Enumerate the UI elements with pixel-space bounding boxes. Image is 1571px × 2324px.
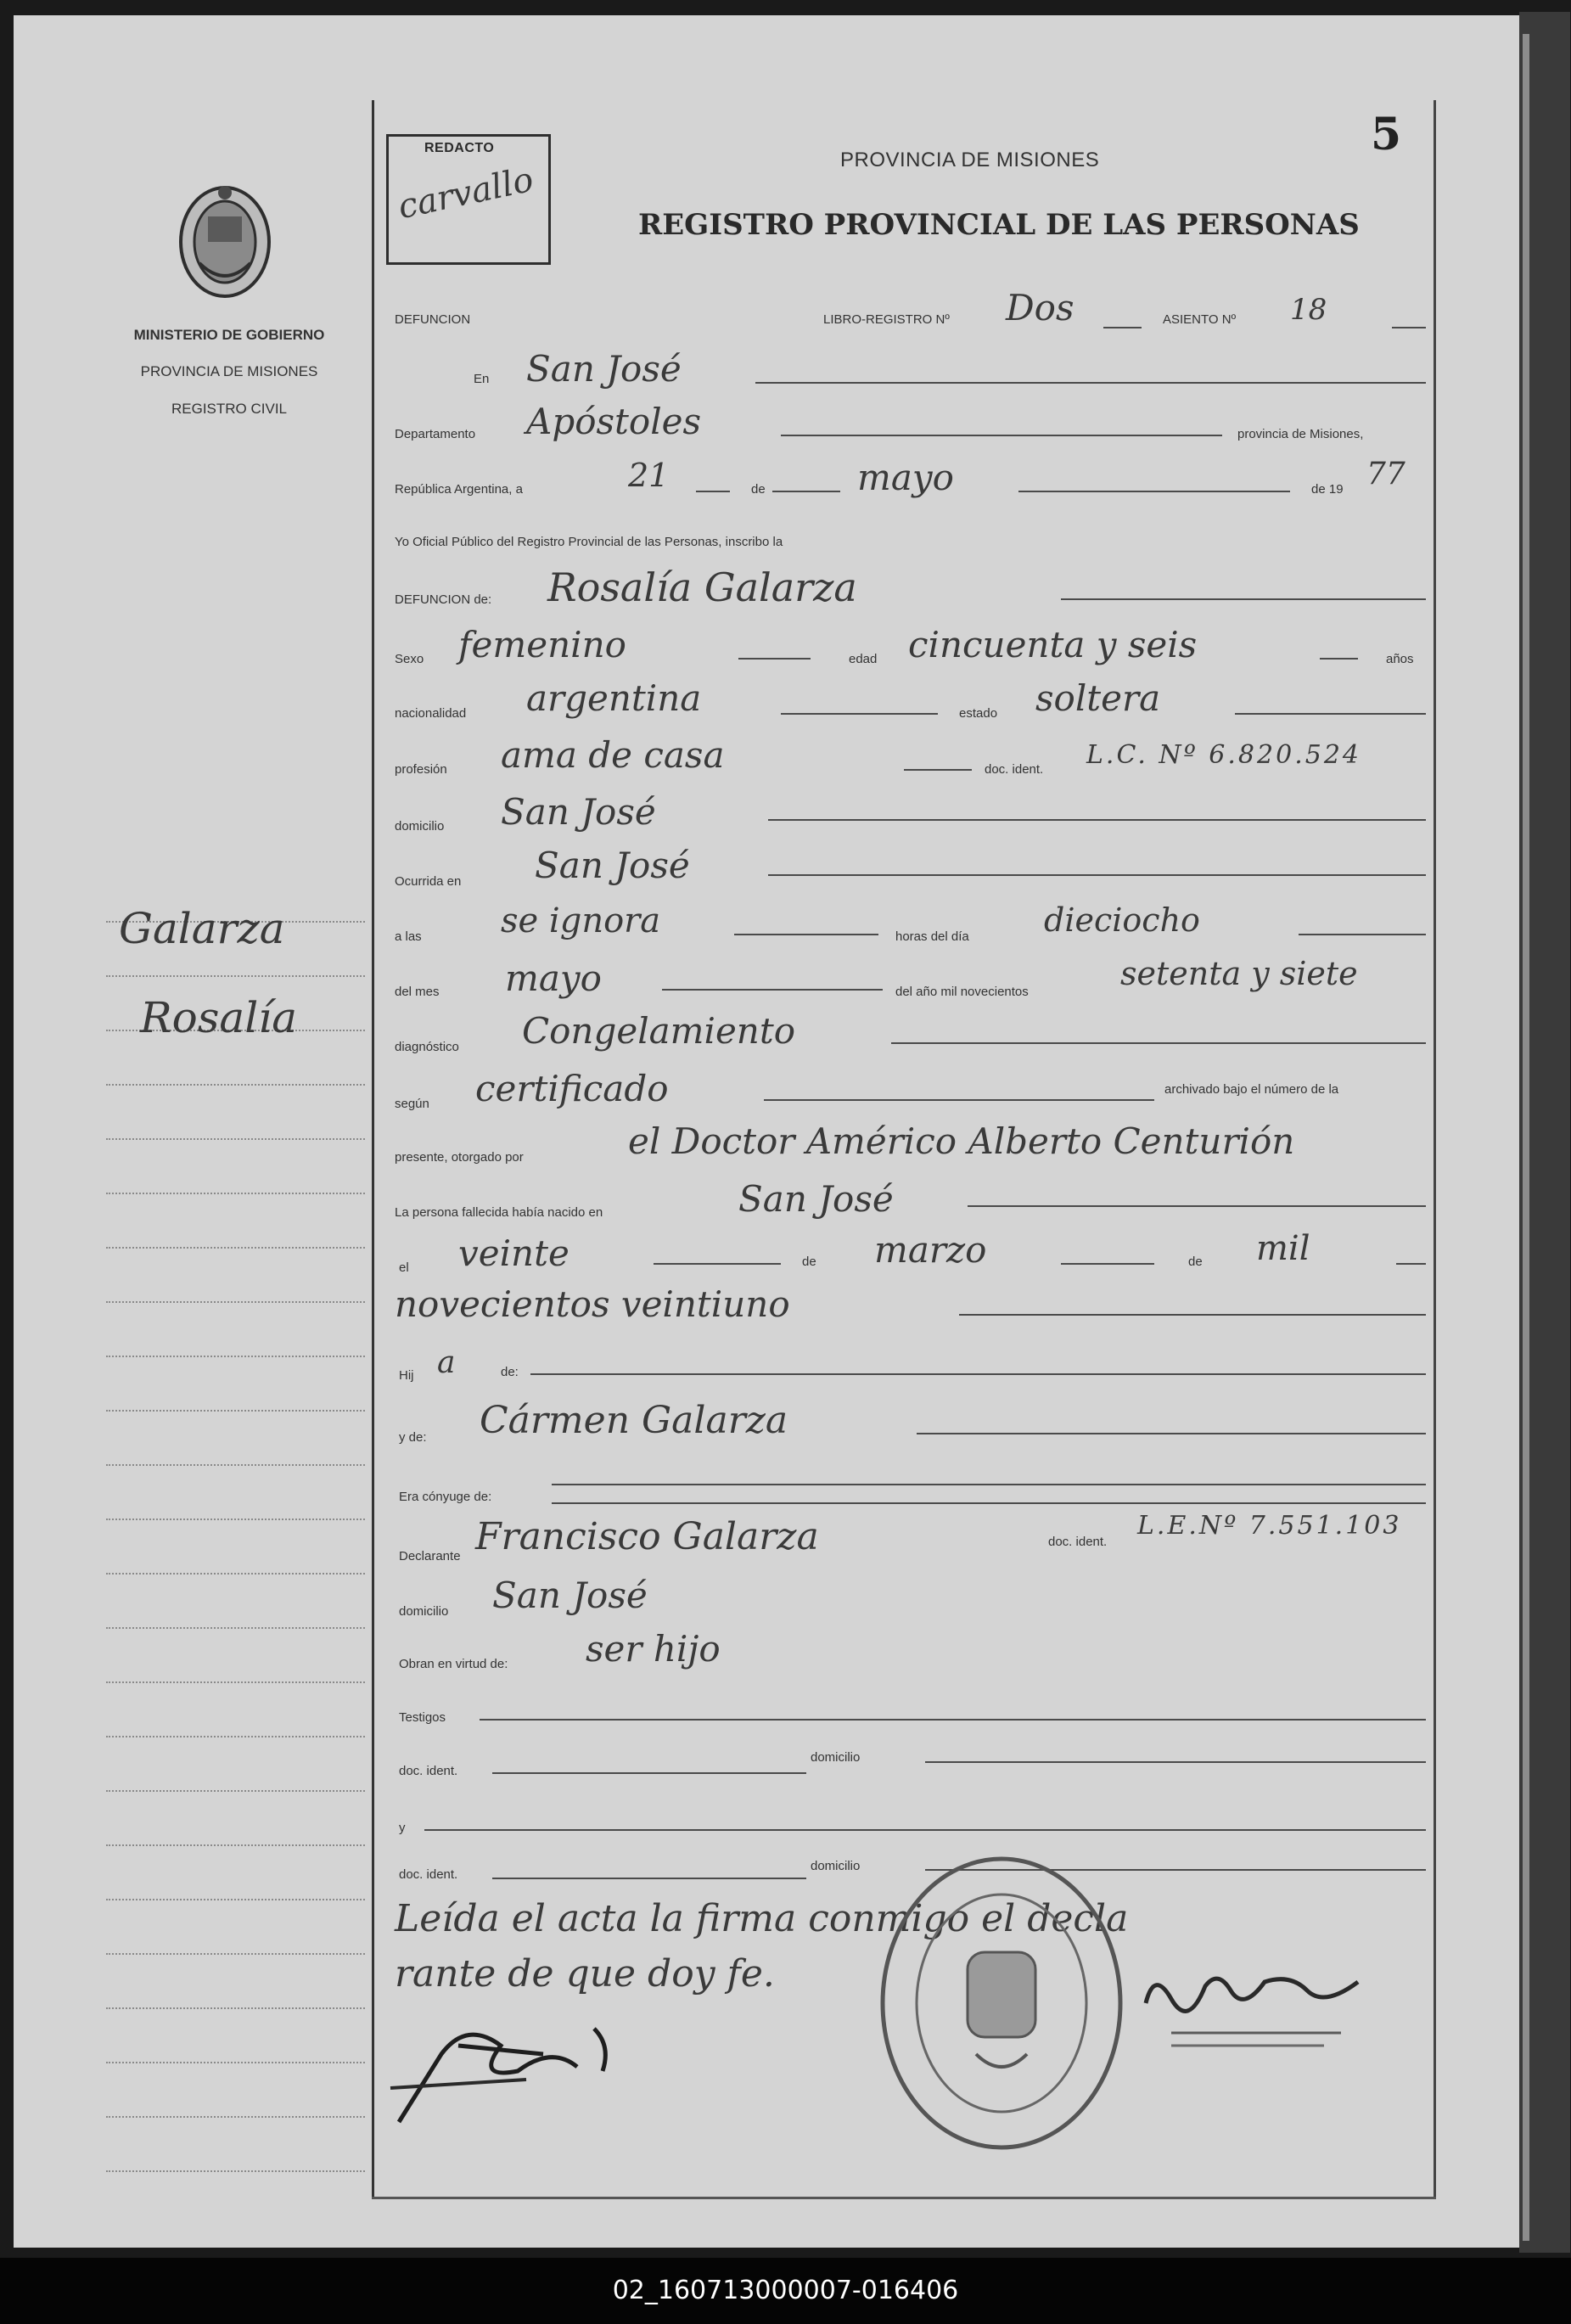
header-province: PROVINCIA DE MISIONES [840,149,1100,171]
witness-address-line [925,1761,1426,1763]
entry-label: ASIENTO Nº [1163,312,1237,327]
child-label: Hij [399,1368,414,1383]
child-of-label: de: [501,1365,519,1379]
department-label: Departamento [395,427,476,441]
day-value: 21 [628,457,670,494]
margin-ruled-line [106,2062,365,2063]
occurred-line [768,874,1426,876]
witnesses-line [480,1719,1426,1721]
margin-ruled-line [106,1681,365,1683]
caption-bar [0,2258,1571,2324]
declarant-address-value: San José [492,1575,648,1616]
official-signature [1137,1952,1392,2054]
book-label: LIBRO-REGISTRO Nº [823,312,950,327]
age-suffix: años [1386,652,1414,666]
spouse-label: Era cónyuge de: [399,1490,492,1504]
sidebar-civil-registry: REGISTRO CIVIL [171,401,288,417]
time-value: se ignora [501,901,661,940]
redactor-label: REDACTO [424,141,495,155]
margin-note-name: Rosalía [140,993,298,1042]
born-month: marzo [874,1229,987,1271]
margin-ruled-line [106,1193,365,1194]
born-day: veinte [458,1232,569,1274]
day-line [696,491,730,492]
declarant-label: Declarante [399,1549,461,1563]
margin-ruled-line [106,1518,365,1520]
death-of-value: Rosalía Galarza [547,564,857,610]
sex-label: Sexo [395,652,424,666]
witness-doc-line [492,1772,806,1774]
month-line [1018,491,1290,492]
margin-ruled-line [106,1138,365,1140]
archived-label: archivado bajo el número de la [1164,1082,1339,1097]
book-line [1103,327,1142,328]
year-prefix: de 19 [1311,482,1344,497]
in-label: En [474,372,490,386]
born-line [968,1205,1426,1207]
margin-ruled-line [106,2116,365,2118]
and-line [424,1829,1426,1831]
diagnosis-value: Congelamiento [522,1010,796,1052]
born-value: San José [738,1178,894,1220]
witness2-address-label: domicilio [811,1859,861,1873]
el-label: el [399,1260,409,1275]
closing-line-1: Leída el acta la firma conmigo el decla [395,1897,1129,1940]
declarant-address-label: domicilio [399,1604,449,1619]
born-year-1: mil [1256,1229,1310,1268]
born-label: La persona fallecida había nacido en [395,1205,603,1220]
book-value: Dos [1006,287,1074,328]
according-label: según [395,1097,429,1111]
header-registry: REGISTRO PROVINCIAL DE LAS PERSONAS [638,208,1360,242]
margin-ruled-line [106,1844,365,1846]
year-value: 77 [1366,457,1405,491]
age-line [1320,658,1358,660]
born-year2-line [959,1314,1426,1316]
margin-ruled-line [106,1301,365,1303]
according-value: certificado [475,1068,669,1109]
address-value: San José [501,791,656,833]
day-words: dieciocho [1044,901,1200,939]
child-suffix: a [437,1345,456,1380]
death-of-label: DEFUNCION de: [395,592,492,607]
capacity-value: ser hijo [586,1628,721,1670]
day-words-line [1299,934,1426,935]
declarant-value: Francisco Galarza [475,1515,819,1558]
department-value: Apóstoles [526,401,702,442]
child-of-line [530,1373,1426,1375]
sidebar-province: PROVINCIA DE MISIONES [140,363,318,379]
margin-ruled-line [106,1356,365,1357]
margin-ruled-line [106,2007,365,2009]
doc-label: doc. ident. [985,762,1044,777]
entry-value: 18 [1290,293,1327,327]
witness-address-label: domicilio [811,1750,861,1765]
time-line [734,934,878,935]
page-number: 5 [1371,109,1402,160]
margin-ruled-line [106,1410,365,1412]
caption-text: 02_160713000007-016406 [612,2276,959,2305]
witnesses-label: Testigos [399,1710,446,1725]
declarant-doc-label: doc. ident. [1048,1535,1108,1549]
margin-ruled-line [106,1736,365,1737]
nationality-label: nacionalidad [395,706,467,721]
closing-line-2: rante de que doy fe. [395,1952,775,1996]
registry-statement: Yo Oficial Público del Registro Provincial de las Personas, inscribo la [395,535,783,549]
mother-value: Cármen Galarza [480,1399,788,1442]
de-label-2: de [802,1255,816,1269]
born-day-line [654,1263,781,1265]
month-value-2: mayo [505,957,602,999]
de-label-3: de [1188,1255,1203,1269]
month2-line [662,989,883,991]
profession-value: ama de casa [501,734,725,776]
margin-ruled-line [106,1573,365,1575]
address-line [768,819,1426,821]
witness-doc-label: doc. ident. [399,1764,458,1778]
month-line-pre [772,491,840,492]
year-label: del año mil novecientos [895,985,1029,999]
according-line [764,1099,1154,1101]
official-seal-stamp [874,1850,1129,2156]
capacity-label: Obran en virtud de: [399,1657,508,1671]
and-label: y [399,1821,406,1835]
sidebar-ministry: MINISTERIO DE GOBIERNO [133,327,325,343]
department-line [781,435,1222,436]
entry-line [1392,327,1426,328]
born-year1-line [1396,1263,1426,1265]
in-value: San José [526,348,682,390]
born-year-2: novecientos veintiuno [395,1283,790,1325]
margin-note-surname: Galarza [119,904,285,953]
address-label: domicilio [395,819,445,834]
death-of-line [1061,598,1426,600]
republic-label: República Argentina, a [395,482,523,497]
sex-line [738,658,811,660]
age-label: edad [849,652,878,666]
civil-status-line [1235,713,1426,715]
issued-value: el Doctor Américo Alberto Centurión [628,1120,1295,1162]
margin-ruled-line [106,1247,365,1249]
de-label-1: de [751,482,766,497]
margin-ruled-line [106,2170,365,2172]
margin-ruled-line [106,1953,365,1955]
occurred-label: Ocurrida en [395,874,462,889]
witness2-doc-line [492,1878,806,1879]
margin-ruled-line [106,975,365,977]
redactor-signature: carvallo [394,160,537,227]
profession-label: profesión [395,762,447,777]
time-label: a las [395,929,422,944]
in-line [755,382,1426,384]
diagnosis-label: diagnóstico [395,1040,459,1054]
declarant-signature [373,1995,679,2139]
diagnosis-line [891,1042,1426,1044]
occurred-value: San José [535,845,690,886]
month-label: del mes [395,985,440,999]
province-suffix: provincia de Misiones, [1237,427,1364,441]
spouse-line [552,1484,1426,1485]
nationality-value: argentina [526,677,702,719]
margin-ruled-line [106,1084,365,1086]
coat-of-arms-icon [174,182,276,301]
spouse-line-2 [552,1502,1426,1504]
profession-line [904,769,972,771]
margin-ruled-line [106,1464,365,1466]
age-value: cincuenta y seis [908,624,1198,665]
mother-line [917,1433,1426,1434]
and-of-label: y de: [399,1430,427,1445]
declarant-doc-value: L.E.Nº 7.551.103 [1137,1511,1402,1541]
month-value: mayo [857,457,954,498]
sex-value: femenino [458,624,626,665]
issued-label: presente, otorgado por [395,1150,524,1165]
witness2-doc-label: doc. ident. [399,1867,458,1882]
spine-edge [1523,34,1529,2241]
civil-status-value: soltera [1035,677,1161,719]
born-month-line [1061,1263,1154,1265]
record-type-label: DEFUNCION [395,312,471,327]
year-words: setenta y siete [1120,955,1358,992]
civil-status-label: estado [959,706,998,721]
margin-ruled-line [106,1790,365,1792]
margin-ruled-line [106,1627,365,1629]
form-frame-bottom [372,2197,1436,2199]
margin-ruled-line [106,1899,365,1900]
hours-label: horas del día [895,929,969,944]
doc-value: L.C. Nº 6.820.524 [1086,740,1361,770]
nationality-line [781,713,938,715]
